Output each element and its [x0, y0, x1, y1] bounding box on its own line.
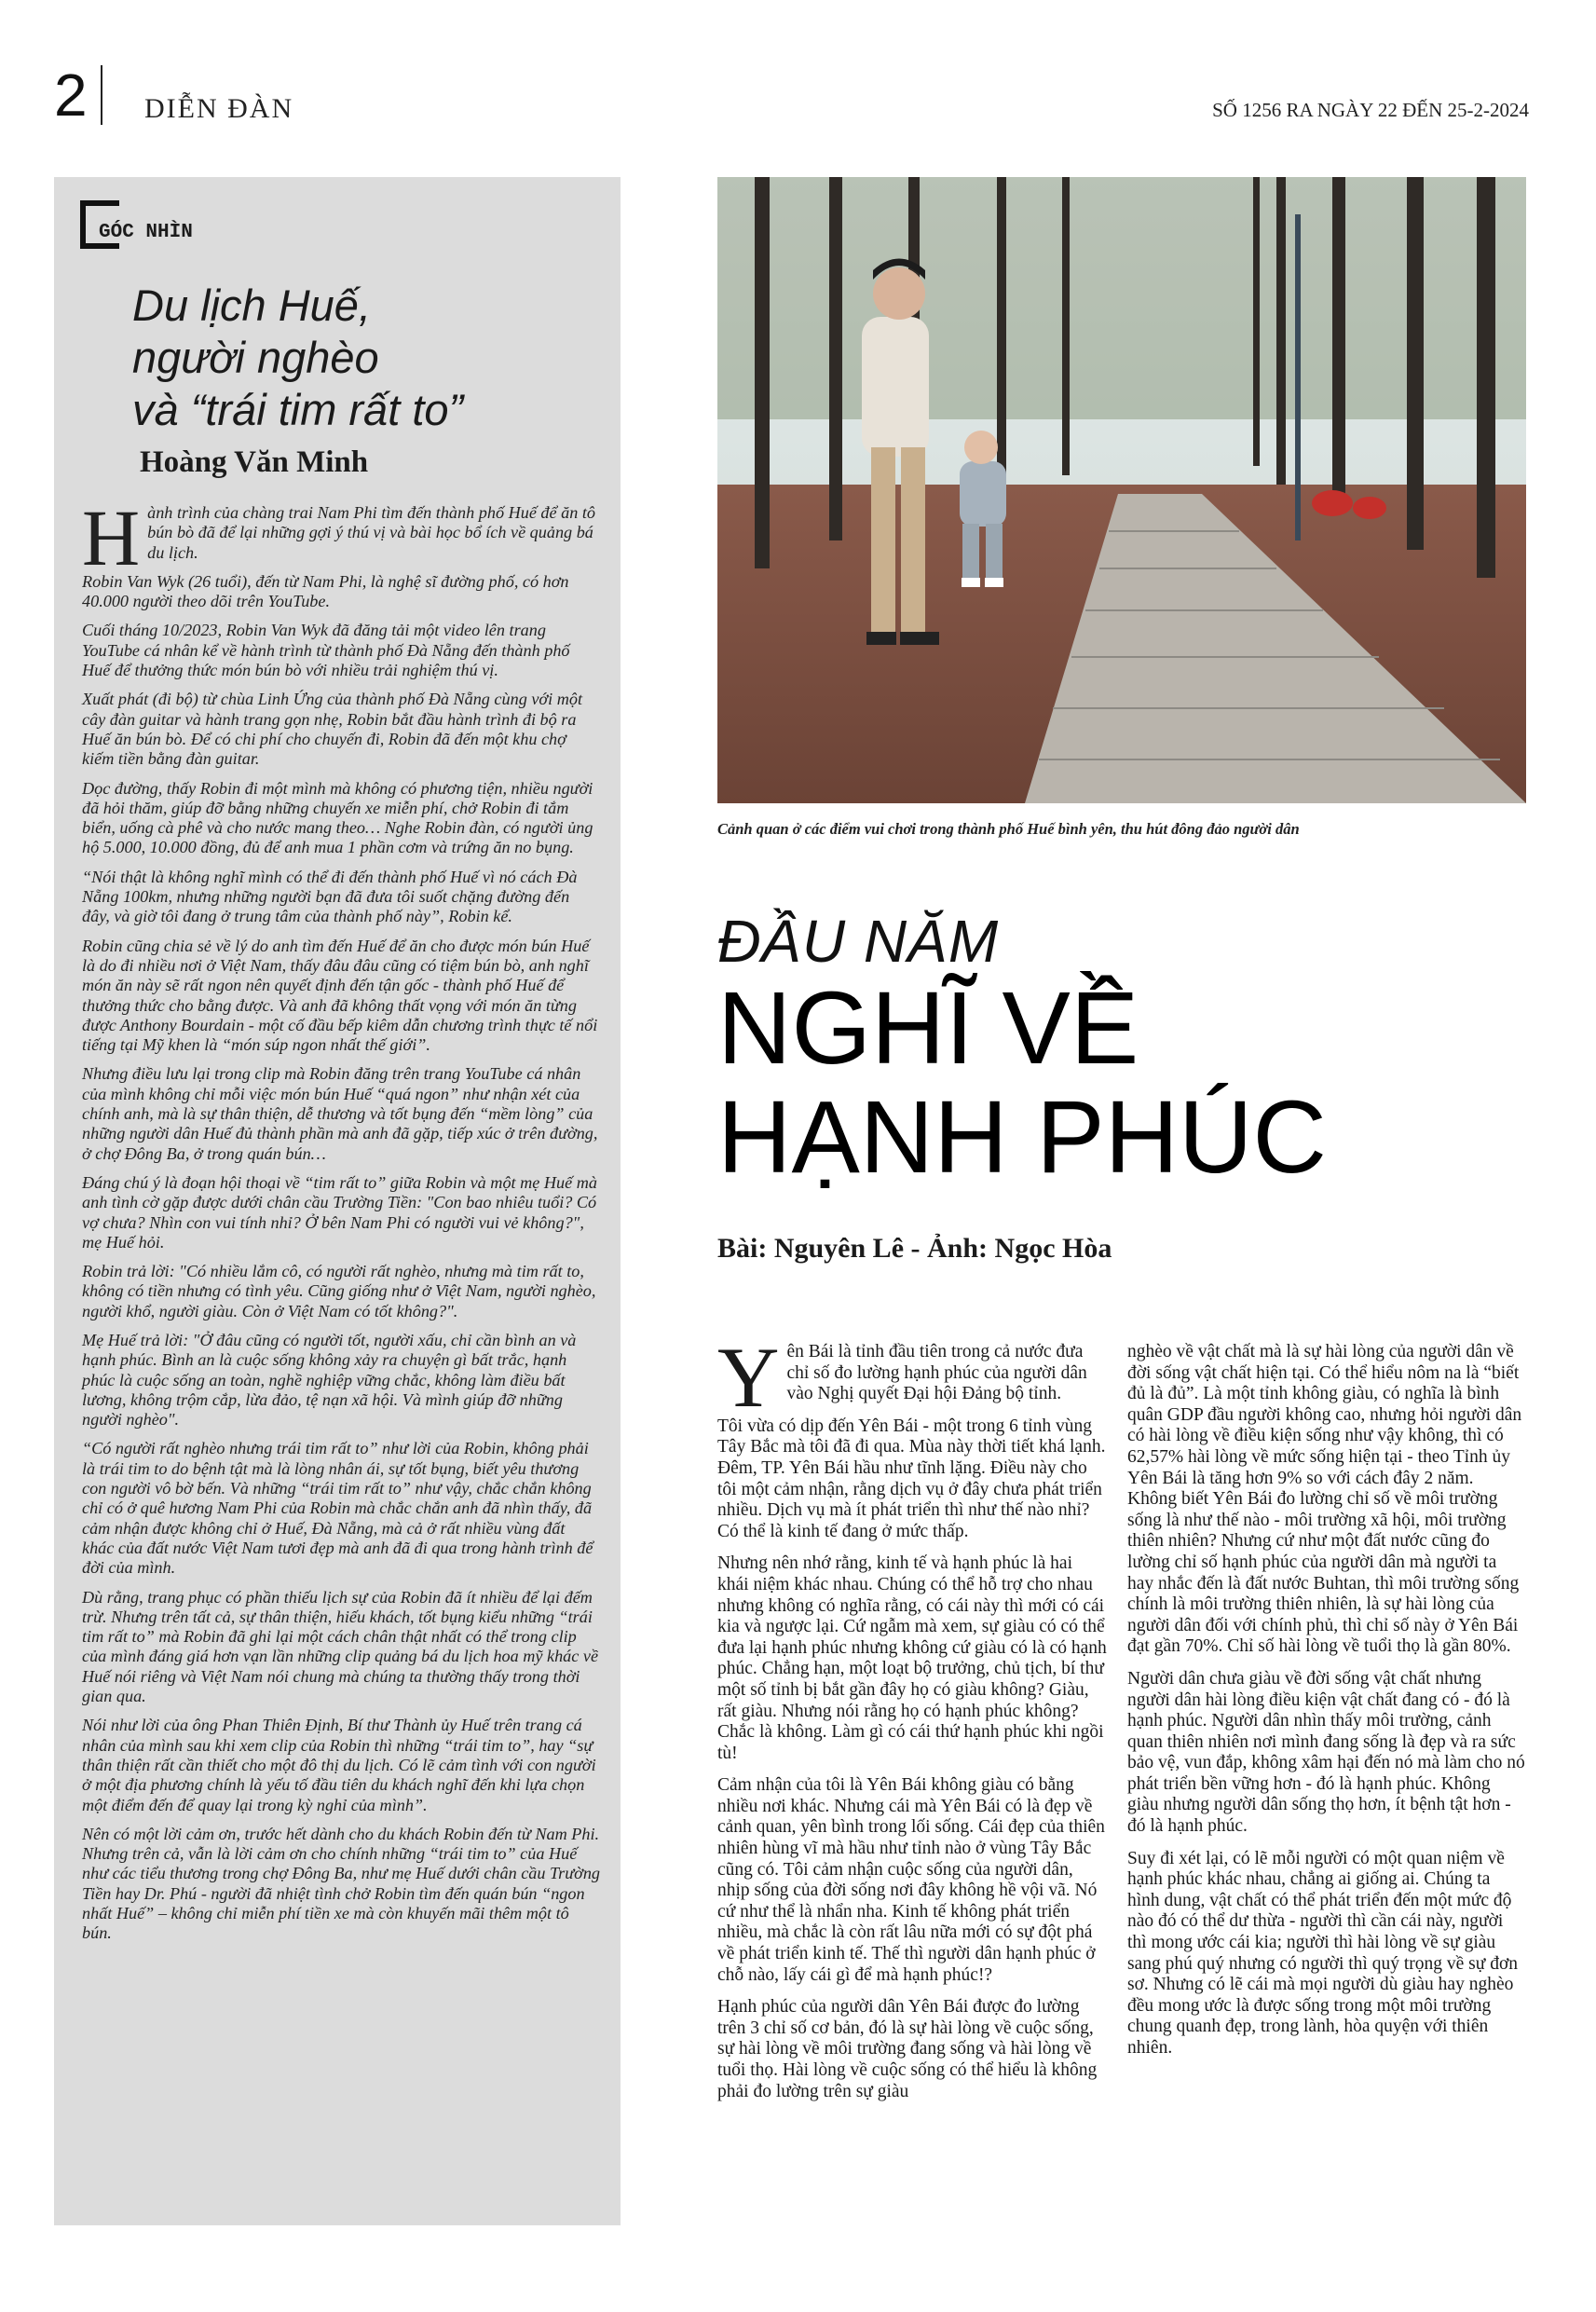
sidebar-body — [82, 493, 601, 1953]
column-label: GÓC NHÌN — [95, 222, 193, 243]
header-divider — [101, 65, 102, 125]
sidebar-lead-paragraph — [82, 493, 600, 582]
photo-caption: Cảnh quan ở các điểm vui chơi trong thành phố Huế bình yên, thu hút đông đảo người dân — [717, 820, 1300, 838]
sidebar-paragraph: Robin trả lời: "Có nhiều lắm cô, có người rất nghèo, nhưng mà tim rất to, không có tiền nhưng có tình yêu. Cũng giống như ở Việt Nam, người nghèo, người khổ, người giàu. Còn ở Việt Nam có tốt không?". — [82, 1262, 596, 1320]
byline: Bài: Nguyên Lê - Ảnh: Ngọc Hòa — [717, 1233, 1112, 1264]
sidebar-paragraph: Nói như lời của ông Phan Thiên Định, Bí thư Thành ủy Huế trên trang cá nhân của mình sau khi xem clip của Robin thì những “trái tim to”, hay “sự thân thiện rất cần thiết cho một đô thị du lịch. Có lẽ cảm tình với con người ở một địa phương chính là yếu tố đầu tiên du khách nghĩ đến khi lựa chọn một điểm đến để quay lại trong kỳ nghỉ của mình”. — [82, 1716, 596, 1814]
sidebar-paragraph: “Nói thật là không nghĩ mình có thể đi đến thành phố Huế vì nó cách Đà Nẵng 100km, nhưng những người bạn đã đưa tôi suốt chặng đường đến đây, và giờ tôi đang ở trung tâm của thành phố này”, Robin kể. — [82, 867, 578, 926]
sidebar-paragraph: Robin Van Wyk (26 tuổi), đến từ Nam Phi, là nghệ sĩ đường phố, có hơn 40.000 người theo dõi trên YouTube. — [82, 571, 569, 611]
headline-line: NGHĨ VỀ — [717, 971, 1139, 1086]
sidebar-author: Hoàng Văn Minh — [140, 445, 369, 479]
sidebar-paragraph: Mẹ Huế trả lời: "Ở đâu cũng có người tốt, người xấu, chỉ cần bình an và hạnh phúc. Bình an là cuộc sống không xảy ra chuyện gì bất trắc, hạnh phúc là cuộc sống an toàn, nghề nghiệp vững chắc, không làm điều bất lương, không trộm cắp, lừa đảo, tệ nạn xã hội. Và mình giúp đỡ những người nghèo". — [82, 1330, 577, 1430]
section-title: DIỄN ĐÀN — [144, 93, 294, 124]
article-paragraph: Nhưng nên nhớ rằng, kinh tế và hạnh phúc là hai khái niệm khác nhau. Chúng có thể hỗ trợ cho nhau nhưng không có nghĩa rằng, có cái này thì mới có cái kia và ngược lại. Cứ ngẫm mà xem, sự giàu có có thể đưa lại hạnh phúc nhưng không cứ giàu có là có hạnh phúc. Chẳng hạn, một loạt bộ trưởng, chủ tịch, bí thư một số tỉnh bị bắt gần đây họ có giàu không? Giàu, rất giàu. Nhưng nói rằng họ có hạnh phúc không? Chắc là không. Làm gì có cái thứ hạnh phúc khi ngồi tù! — [717, 1553, 1107, 1763]
article-paragraph: nghèo về vật chất mà là sự hài lòng của người dân về đời sống vật chất hiện tại. Có thể hiểu nôm na là “biết đủ là đủ”. Là một tỉnh không giàu, có nghĩa là bình quân GDP đầu người không cao, nhưng hỏi người dân có hài lòng về điều kiện sống như vậy không, thì có 62,57% hài lòng về mức sống hiện tại - theo Tỉnh ủy Yên Bái là tăng hơn 9% so với cách đây 2 năm. Không biết Yên Bái đo lường chỉ số về môi trường sống là như thế nào - môi trường xã hội, môi trường thiên nhiên? Nhưng cứ như một đất nước cũng đo lường chỉ số hạnh phúc của người dân mà người ta hay nhắc đến là đất nước Buhtan, thì môi trường sống chính là môi trường thiên nhiên, là sự hài lòng của người dân đối với chính phủ, thì chỉ số này ở Yên Bái đạt gần 70%. Chỉ số hài lòng về tuổi thọ là gần 80%. — [1127, 1342, 1522, 1657]
article-paragraph: Suy đi xét lại, có lẽ mỗi người có một quan niệm về hạnh phúc khác nhau, chẳng ai giống ai. Chúng ta hình dung, vật chất có thể phát triển đến một mức độ nào đó có thể dư thừa - người thì cần cái này, người thì mong ước cái kia; người thì hài lòng về sự giàu sang phú quý nhưng có người thì quý trọng về sự đơn sơ. Nhưng có lẽ cái mà mọi người dù giàu hay nghèo đều mong ước là được sống trong một môi trường chung quanh đẹp, trong lành, hòa quyện với thiên nhiên. — [1127, 1848, 1519, 2058]
sidebar-paragraph: Dù rằng, trang phục có phần thiếu lịch sự của Robin đã ít nhiều để lại đếm trừ. Nhưng trên tất cả, sự thân thiện, hiếu khách, tốt bụng kiểu những “trái tim rất to” mà Robin đã ghi lại một cách chân thật nhất có thể trong clip của mình đáng giá hơn vạn lần những clip quảng bá du lịch hoa mỹ khác về Huế nói riêng và Việt Nam nói chung mà chúng ta thường thấy trong thời gian qua. — [82, 1587, 599, 1706]
sidebar-title — [132, 280, 598, 436]
article-paragraph: Tôi vừa có dịp đến Yên Bái - một trong 6 tỉnh vùng Tây Bắc mà tôi đã đi qua. Mùa này thời tiết khá lạnh. Đêm, TP. Yên Bái hầu như tĩnh lặng. Điều này cho tôi một cảm nhận, rằng dịch vụ ở đây chưa phát triển nhiều. Dịch vụ mà ít phát triển thì như thế nào nhỉ? Có thể là kinh tế đang ở mức thấp. — [717, 1416, 1106, 1541]
article-dropcap: Y — [717, 1330, 780, 1425]
sidebar-paragraph: Đáng chú ý là đoạn hội thoại về “tim rất to” giữa Robin và một mẹ Huế mà anh tình cờ gặp được dưới chân cầu Trường Tiền: "Con bao nhiêu tuổi? Có vợ chưa? Nhìn con vui tính nhỉ? Ở bên Nam Phi có người vui vẻ không?", mẹ Huế hỏi. — [82, 1172, 597, 1252]
article-paragraph: Người dân chưa giàu về đời sống vật chất nhưng người dân hài lòng điều kiện vật chất đang có - đó là hạnh phúc. Người dân nhìn thấy môi trường, cảnh quan thiên nhiên nơi mình đang sống là đẹp và ra sức bảo vệ, vun đắp, không xâm hại đến nó mà làm cho nó phát triển bền vững hơn - đó là hạnh phúc. Không giàu nhưng người dân sống thọ hơn, ít bệnh tật hơn - đó là hạnh phúc. — [1127, 1668, 1525, 1837]
sidebar-dropcap: H — [82, 493, 141, 582]
sidebar-paragraph: Dọc đường, thấy Robin đi một mình mà không có phương tiện, nhiều người đã hỏi thăm, giúp đỡ bằng những chuyến xe miễn phí, chở Robin đi tắm biển, uống cà phê và cho nước mang theo… Nghe Robin đàn, có người ủng hộ 5.000, 10.000 đồng, đủ để anh mua 1 phần cơm và trứng ăn no bụng. — [82, 778, 593, 857]
issue-info: SỐ 1256 RA NGÀY 22 ĐẾN 25-2-2024 — [1212, 99, 1529, 121]
sidebar-paragraph: Xuất phát (đi bộ) từ chùa Linh Ứng của thành phố Đà Nẵng cùng với một cây đàn guitar và hành trang gọn nhẹ, Robin bắt đầu hành trình đi bộ ra Huế ăn bún bò. Để có chi phí cho chuyến đi, Robin đã đến một khu chợ kiếm tiền bằng đàn guitar. — [82, 690, 582, 769]
sidebar-title-line: và “trái tim rất to” — [132, 385, 464, 434]
headline-line: HẠNH PHÚC — [717, 1080, 1327, 1195]
article-lead-text: ên Bái là tỉnh đầu tiên trong cả nước đưa chỉ số đo lường hạnh phúc của người dân vào Nghị quyết Đại hội Đảng bộ tỉnh. — [786, 1342, 1087, 1404]
sidebar-paragraph: “Có người rất nghèo nhưng trái tim rất to” như lời của Robin, không phải là trái tim to do bệnh tật mà là lòng nhân ái, sự tốt bụng, biết yêu thương con người vô bờ bến. Và những “trái tim rất to” như vậy, chắc chắn không chỉ có ở quê hương Nam Phi của Robin mà chắc chắn anh đã nhìn thấy, đã cảm nhận được không chỉ ở Huế, Đà Nẵng, mà cả ở rất nhiều vùng đất khác của đất nước Việt Nam tươi đẹp mà anh đã đi qua trong hành trình để đời của mình. — [82, 1439, 593, 1578]
sidebar-lead-text: ành trình của chàng trai Nam Phi tìm đến thành phố Huế để ăn tô bún bò đã để lại những gợi ý thú vị và bài học bổ ích về quảng bá du lịch. — [147, 503, 596, 562]
sidebar-title-line: người nghèo — [132, 333, 379, 382]
sidebar-paragraph: Nhưng điều lưu lại trong clip mà Robin đăng trên trang YouTube cá nhân của mình không chỉ mỗi việc món bún Huế “quá ngon” như nhận xét của chính anh, mà là sự thân thiện, dễ thương và tốt bụng đến “mềm lòng” của những người dân Huế đủ thành phần mà anh đã gặp, tiếp xúc ở trên đường, ở chợ Đông Ba, ở trong quán bún… — [82, 1064, 598, 1163]
article-paragraph: Cảm nhận của tôi là Yên Bái không giàu có bằng nhiều nơi khác. Nhưng cái mà Yên Bái có là đẹp về cảnh quan, yên bình trong lối sống. Cái đẹp của thiên nhiên hùng vĩ mà hầu như tỉnh nào ở vùng Tây Bắc cũng có. Tôi cảm nhận cuộc sống của người dân, nhịp sống của đời sống nơi đây không hề vội vã. Nó cứ như thể là nhẩn nha. Kinh tế không phát triển nhiều, mà chắc là còn rất lâu nữa mới có sự đột phá về phát triển kinh tế. Thế thì người dân hạnh phúc ở chỗ nào, lấy cái gì để mà hạnh phúc!? — [717, 1775, 1105, 1985]
sidebar-title-line: Du lịch Huế, — [132, 280, 371, 330]
article-photo — [717, 177, 1526, 803]
article-column-1 — [717, 1330, 1107, 2114]
page-number: 2 — [54, 62, 88, 129]
sidebar-paragraph: Robin cũng chia sẻ về lý do anh tìm đến Huế để ăn cho được món bún Huế là do đi nhiều nơi ở Việt Nam, thấy đâu đâu cũng có tiệm bún bò, anh nghĩ món ăn này sẽ rất ngon nên quyết định đến tận gốc - thành phố Huế để thưởng thức cho bằng được. Và anh đã không thất vọng với món ăn từng được Anthony Bourdain - một cố đầu bếp kiêm dẫn chương trình thực tế nổi tiếng tại Mỹ khen là “món súp ngon nhất thế giới”. — [82, 936, 598, 1055]
article-paragraph: Hạnh phúc của người dân Yên Bái được đo lường trên 3 chỉ số cơ bản, đó là sự hài lòng về cuộc sống, sự hài lòng về môi trường đang sống và hài lòng về tuổi thọ. Hài lòng về cuộc sống có thể hiểu là không phải đo lường trên sự giàu — [717, 1997, 1098, 2101]
sidebar-paragraph: Cuối tháng 10/2023, Robin Van Wyk đã đăng tải một video lên trang YouTube cá nhân kể về hành trình từ thành phố Đà Nẵng đến thành phố Huế để thưởng thức món bún bò với nhiều trải nghiệm thú vị. — [82, 621, 570, 680]
sidebar-paragraph: Nên có một lời cảm ơn, trước hết dành cho du khách Robin đến từ Nam Phi. Nhưng trên cả, vẫn là lời cảm ơn cho chính những “trái tim to” của Huế như các tiểu thương trong chợ Đông Ba, như mẹ Huế dưới chân cầu Trường Tiền hay Dr. Phú - người đã nhiệt tình chở Robin tìm đến quán bún “ngon nhất Huế” – không chỉ miễn phí tiền xe mà còn khuyến mãi thêm một tô bún. — [82, 1824, 601, 1943]
article-lead-paragraph — [717, 1330, 1107, 1425]
article-column-2 — [1127, 1342, 1526, 2071]
headline-kicker: ĐẦU NĂM — [717, 908, 1000, 975]
